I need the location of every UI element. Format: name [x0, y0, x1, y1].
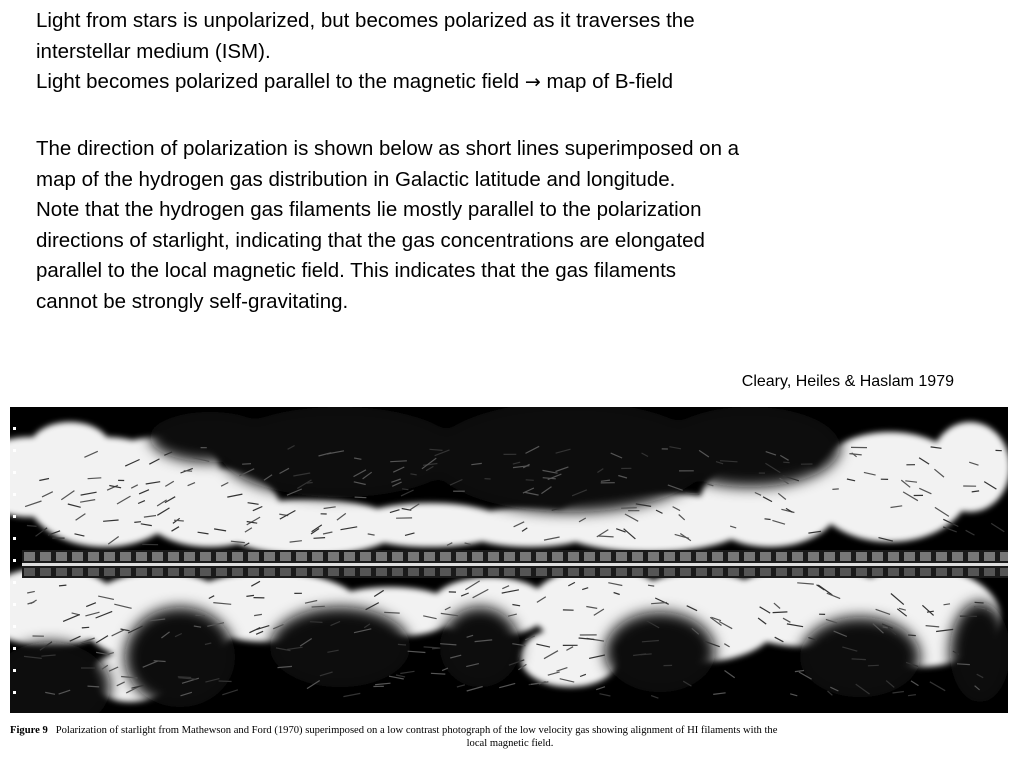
- polarization-vector: [832, 489, 838, 490]
- border-tick: [13, 537, 16, 540]
- plane-segment: [616, 552, 627, 561]
- border-tick: [13, 471, 16, 474]
- plane-segment: [1000, 552, 1008, 561]
- plane-segment: [152, 568, 163, 576]
- polarization-vector: [82, 627, 89, 628]
- polarization-vector: [355, 497, 367, 498]
- plane-segment: [392, 552, 403, 561]
- polarization-vector: [59, 585, 66, 586]
- plane-segment: [472, 552, 483, 561]
- plane-segment: [824, 552, 835, 561]
- polarization-vector: [312, 606, 325, 607]
- plane-segment: [232, 568, 243, 576]
- explanation-line: cannot be strongly self-gravitating.: [36, 289, 349, 313]
- plane-segment: [280, 568, 291, 576]
- explanation-line: directions of starlight, indicating that the gas concentrations are elongated: [36, 228, 705, 252]
- dark-cloud: [800, 617, 920, 697]
- explanation-line: map of the hydrogen gas distribution in Galactic latitude and longitude.: [36, 167, 676, 191]
- intro-line-2: interstellar medium (ISM).: [36, 39, 271, 63]
- plane-segment: [872, 568, 883, 576]
- border-tick: [13, 581, 16, 584]
- polarization-vector: [621, 508, 637, 509]
- plane-segment: [136, 552, 147, 561]
- polarization-vector: [908, 635, 916, 636]
- plane-segment: [264, 552, 275, 561]
- caption-text: Polarization of starlight from Mathewson and Ford (1970) superimposed on a low contrast photograph of the low velocity gas showing alignment of HI filaments with the: [55, 725, 778, 736]
- plane-segment: [552, 552, 563, 561]
- border-tick: [13, 625, 16, 628]
- border-tick: [13, 515, 16, 518]
- plane-segment: [664, 552, 675, 561]
- plane-segment: [952, 568, 963, 576]
- caption-line-2: local magnetic field.: [466, 738, 554, 749]
- plane-segment: [600, 552, 611, 561]
- plane-segment: [472, 568, 483, 576]
- plane-segment: [856, 552, 867, 561]
- polarization-vector: [384, 612, 400, 613]
- intro-line-3-start: Light becomes polarized parallel to the magnetic field: [36, 70, 520, 93]
- plane-segment: [344, 568, 355, 576]
- polarization-vector: [219, 681, 232, 682]
- plane-segment: [120, 568, 131, 576]
- border-tick: [13, 493, 16, 496]
- plane-segment: [200, 552, 211, 561]
- plane-segment: [568, 552, 579, 561]
- plane-segment: [616, 568, 627, 576]
- plane-segment: [984, 568, 995, 576]
- polarization-vector: [975, 602, 984, 603]
- polarization-vector: [765, 519, 771, 520]
- plane-segment: [936, 568, 947, 576]
- plane-segment: [680, 568, 691, 576]
- intro-line-3: [36, 67, 866, 98]
- plane-segment: [488, 568, 499, 576]
- plane-segment: [424, 568, 435, 576]
- border-tick: [13, 427, 16, 430]
- plane-segment: [24, 568, 35, 576]
- plane-segment: [776, 568, 787, 576]
- plane-segment: [648, 552, 659, 561]
- border-tick: [13, 647, 16, 650]
- plane-segment: [840, 552, 851, 561]
- explanation-line: Note that the hydrogen gas filaments lie mostly parallel to the polarization: [36, 198, 702, 221]
- border-tick: [13, 559, 16, 562]
- plane-segment: [824, 568, 835, 576]
- dark-cloud: [440, 607, 520, 687]
- plane-segment: [712, 552, 723, 561]
- plane-segment: [904, 568, 915, 576]
- plane-segment: [664, 568, 675, 576]
- polarization-vector: [314, 538, 326, 539]
- explanation-paragraph: [36, 134, 866, 317]
- intro-line-1: Light from stars is unpolarized, but becomes polarized as it traverses the: [36, 9, 695, 32]
- intro-paragraph: [36, 6, 866, 98]
- plane-segment: [360, 552, 371, 561]
- polarization-vector: [195, 615, 205, 616]
- plane-segment: [296, 568, 307, 576]
- plane-segment: [456, 568, 467, 576]
- plane-segment: [24, 552, 35, 561]
- polarization-vector: [184, 471, 192, 472]
- plane-segment: [40, 552, 51, 561]
- caption-line-1: [10, 724, 1010, 737]
- hi-cloud: [30, 422, 110, 472]
- plane-segment: [904, 552, 915, 561]
- plane-segment: [1000, 568, 1008, 576]
- plane-segment: [968, 568, 979, 576]
- border-tick: [13, 449, 16, 452]
- plane-segment: [520, 568, 531, 576]
- plane-segment: [920, 552, 931, 561]
- plane-segment: [40, 568, 51, 576]
- plane-segment: [584, 568, 595, 576]
- polarization-vector: [398, 644, 406, 645]
- plane-segment: [152, 552, 163, 561]
- dark-cloud: [125, 607, 235, 707]
- plane-segment: [376, 568, 387, 576]
- hydrogen-gas-map-image: [10, 407, 1008, 713]
- polarization-vector: [134, 522, 141, 523]
- plane-segment: [520, 552, 531, 561]
- border-tick: [13, 669, 16, 672]
- polarization-vector: [88, 686, 100, 687]
- plane-segment: [184, 568, 195, 576]
- plane-segment: [424, 552, 435, 561]
- plane-segment: [136, 568, 147, 576]
- plane-segment: [232, 552, 243, 561]
- hi-cloud: [930, 422, 1008, 512]
- plane-segment: [488, 552, 499, 561]
- plane-segment: [408, 552, 419, 561]
- border-tick: [13, 603, 16, 606]
- plane-segment: [952, 552, 963, 561]
- plane-segment: [728, 568, 739, 576]
- dark-cloud: [950, 602, 1008, 702]
- plane-segment: [920, 568, 931, 576]
- plane-segment: [72, 568, 83, 576]
- plane-segment: [840, 568, 851, 576]
- plane-segment: [264, 568, 275, 576]
- plane-segment: [440, 568, 451, 576]
- arrow-right-icon: →: [524, 71, 541, 93]
- explanation-line: parallel to the local magnetic field. This indicates that the gas filaments: [36, 259, 677, 282]
- plane-segment: [888, 552, 899, 561]
- plane-segment: [328, 552, 339, 561]
- plane-segment: [792, 568, 803, 576]
- plane-segment: [776, 552, 787, 561]
- plane-segment: [760, 568, 771, 576]
- plane-segment: [120, 552, 131, 561]
- plane-segment: [280, 552, 291, 561]
- dark-cloud: [605, 612, 715, 692]
- plane-segment: [88, 568, 99, 576]
- plane-segment: [936, 552, 947, 561]
- citation: Cleary, Heiles & Haslam 1979: [741, 373, 954, 390]
- plane-segment: [696, 568, 707, 576]
- polarization-vector: [957, 664, 970, 665]
- plane-segment: [696, 552, 707, 561]
- plane-segment: [296, 552, 307, 561]
- polarization-vector: [307, 483, 313, 484]
- plane-segment: [104, 568, 115, 576]
- polarization-vector: [526, 480, 534, 481]
- dark-cloud: [660, 407, 840, 487]
- polarization-vector: [868, 665, 879, 666]
- plane-segment: [248, 568, 259, 576]
- plane-segment: [312, 552, 323, 561]
- explanation-line: The direction of polarization is shown below as short lines superimposed on a: [36, 137, 740, 160]
- polarization-vector: [432, 648, 440, 649]
- plane-segment: [344, 552, 355, 561]
- plane-segment: [200, 568, 211, 576]
- plane-segment: [856, 568, 867, 576]
- figure-caption: [10, 724, 1010, 750]
- plane-segment: [872, 552, 883, 561]
- plane-segment: [504, 568, 515, 576]
- plane-segment: [792, 552, 803, 561]
- plane-segment: [88, 552, 99, 561]
- plane-segment: [888, 568, 899, 576]
- hi-cloud: [520, 627, 620, 687]
- plane-segment: [504, 552, 515, 561]
- plane-segment: [744, 552, 755, 561]
- plane-segment: [168, 568, 179, 576]
- polarization-vector: [773, 612, 788, 613]
- polarization-vector: [852, 659, 866, 660]
- polarization-vector: [174, 520, 184, 521]
- plane-segment: [712, 568, 723, 576]
- polarization-vector: [242, 464, 251, 465]
- plane-segment: [72, 552, 83, 561]
- figure-label: Figure 9: [10, 725, 48, 736]
- plane-segment: [600, 568, 611, 576]
- polarization-map-figure: [10, 407, 1008, 713]
- plane-segment: [56, 552, 67, 561]
- plane-segment: [728, 552, 739, 561]
- plane-segment: [440, 552, 451, 561]
- plane-segment: [584, 552, 595, 561]
- plane-segment: [760, 552, 771, 561]
- dark-cloud: [150, 412, 270, 462]
- plane-segment: [216, 568, 227, 576]
- plane-segment: [536, 568, 547, 576]
- galactic-plane-band: [22, 550, 1008, 578]
- plane-segment: [360, 568, 371, 576]
- plane-segment: [632, 568, 643, 576]
- plane-segment: [328, 568, 339, 576]
- plane-segment: [168, 552, 179, 561]
- plane-segment: [648, 568, 659, 576]
- polarization-vector: [154, 661, 166, 662]
- plane-segment: [808, 568, 819, 576]
- plane-segment: [456, 552, 467, 561]
- plane-segment: [248, 552, 259, 561]
- dark-cloud: [270, 607, 410, 687]
- plane-segment: [968, 552, 979, 561]
- plane-segment: [632, 552, 643, 561]
- plane-segment: [184, 552, 195, 561]
- plane-segment: [216, 552, 227, 561]
- border-tick: [13, 691, 16, 694]
- plane-segment: [312, 568, 323, 576]
- plane-segment: [744, 568, 755, 576]
- plane-segment: [984, 552, 995, 561]
- polarization-vector: [431, 673, 445, 674]
- plane-segment: [408, 568, 419, 576]
- plane-segment: [392, 568, 403, 576]
- plane-segment: [104, 552, 115, 561]
- plane-center-line: [22, 563, 1008, 566]
- plane-segment: [56, 568, 67, 576]
- plane-segment: [808, 552, 819, 561]
- plane-segment: [376, 552, 387, 561]
- plane-segment: [536, 552, 547, 561]
- polarization-vector: [310, 622, 323, 623]
- plane-segment: [568, 568, 579, 576]
- intro-line-3-end: map of B-field: [546, 70, 673, 93]
- plane-segment: [680, 552, 691, 561]
- plane-segment: [552, 568, 563, 576]
- polarization-vector: [81, 643, 90, 644]
